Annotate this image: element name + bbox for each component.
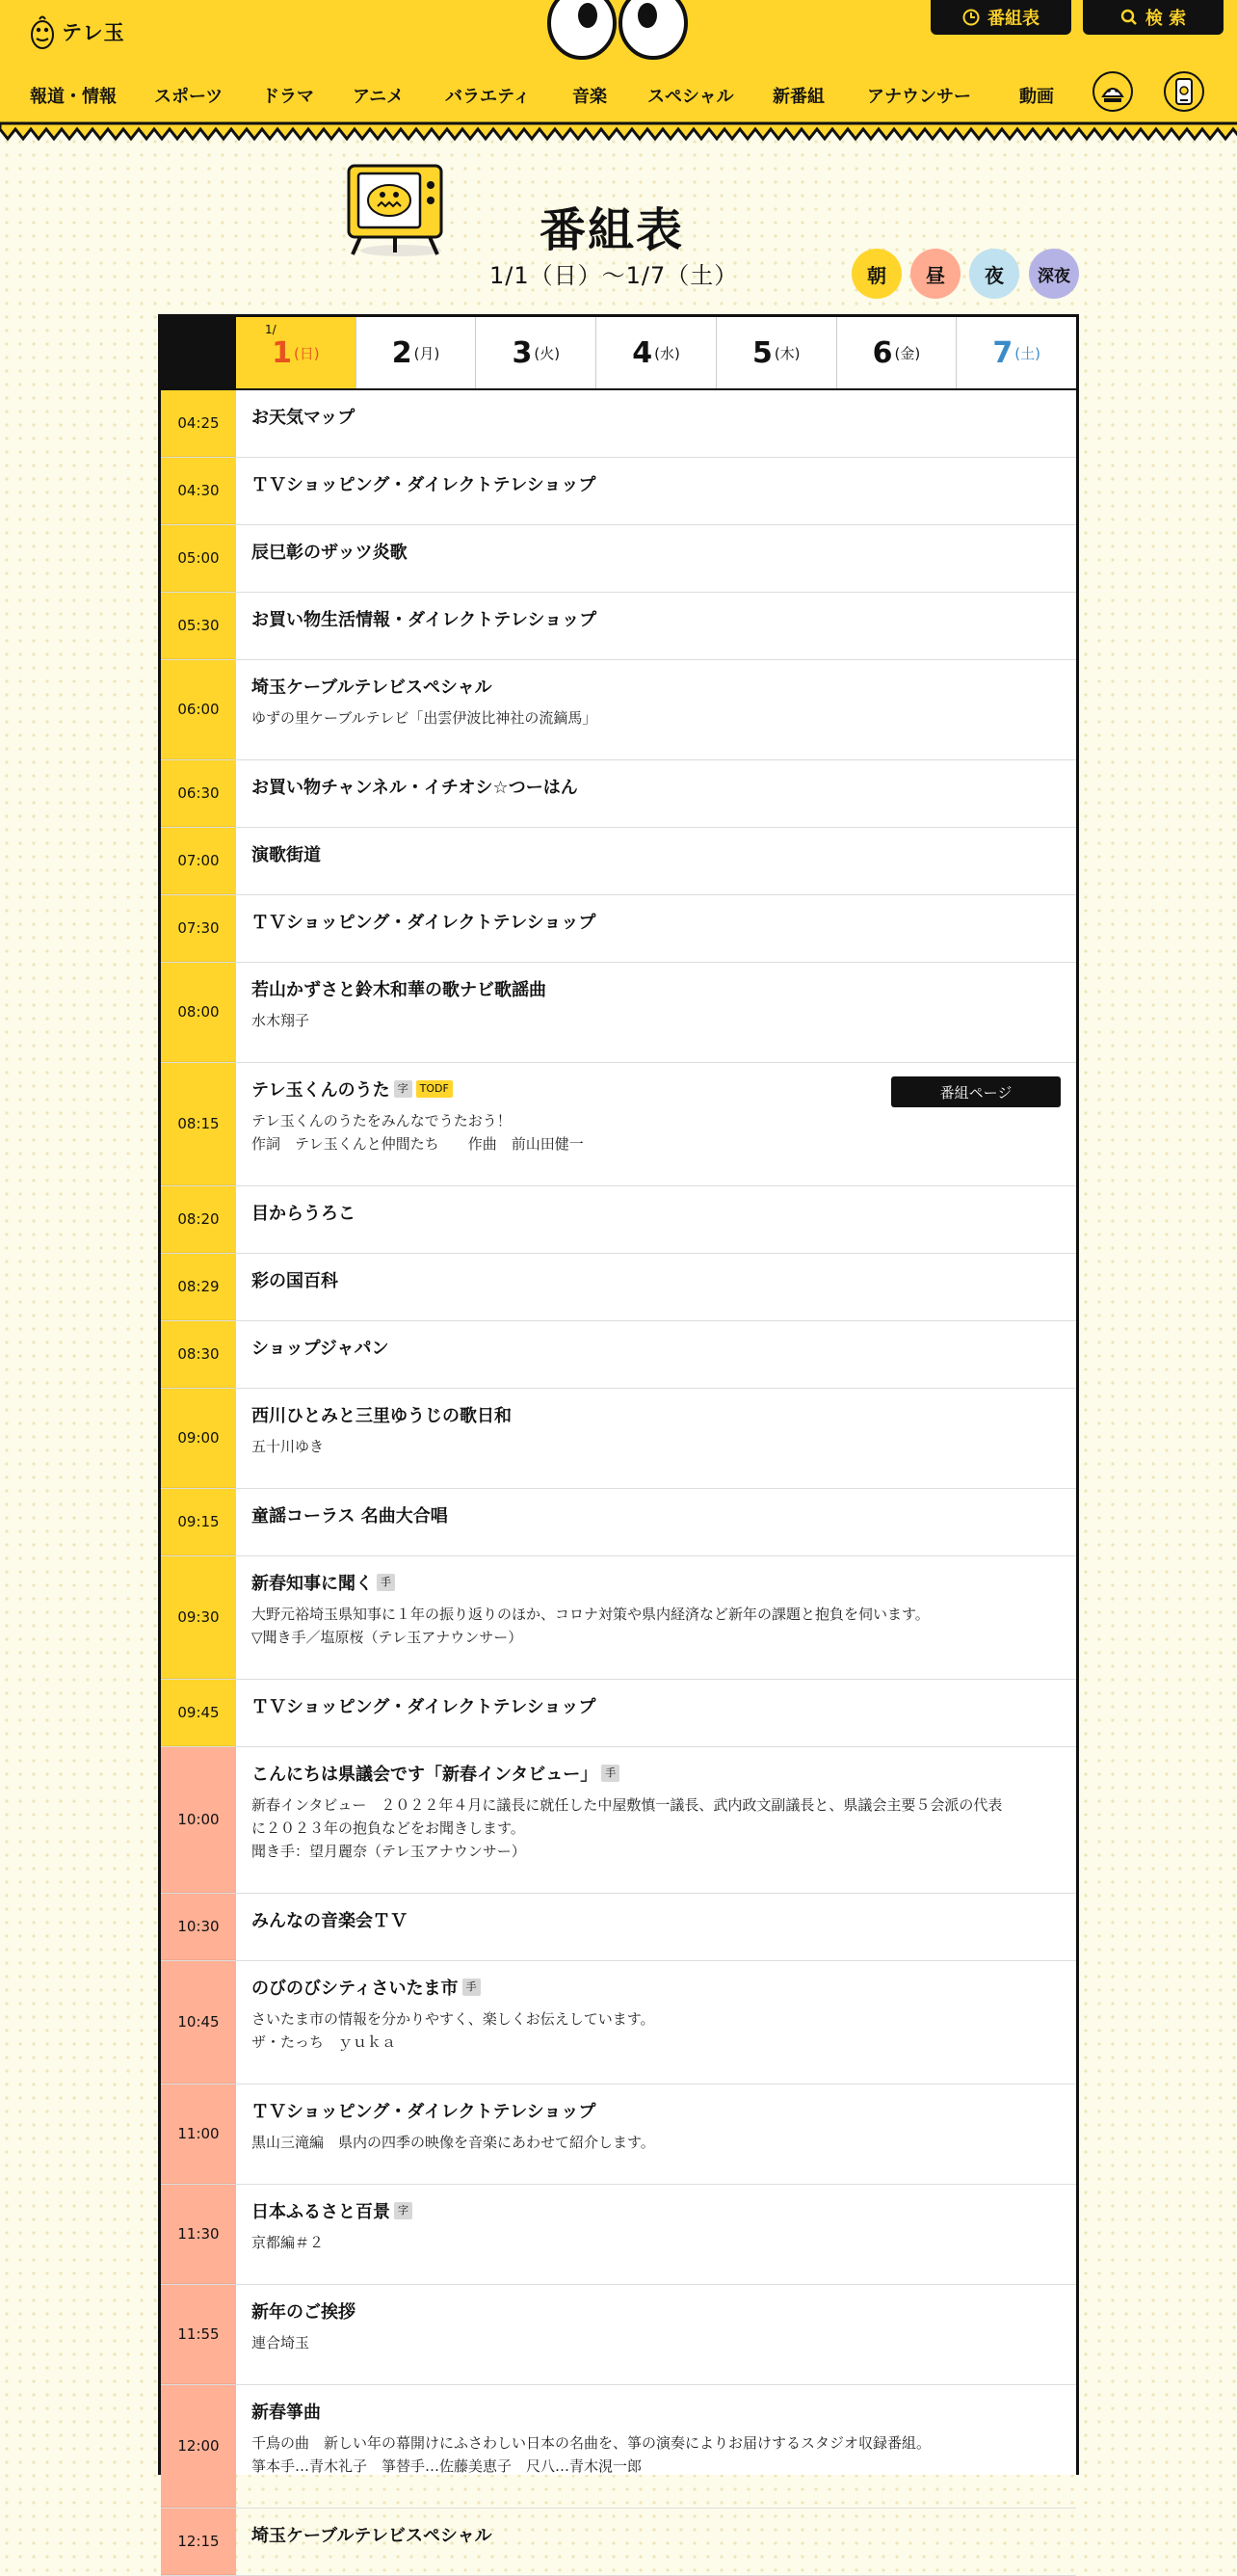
nav-news[interactable]: 報道・情報 bbox=[30, 87, 117, 107]
program-time: 06:30 bbox=[161, 760, 236, 827]
todf-badge: TODF bbox=[416, 1080, 453, 1098]
program-description bbox=[251, 1603, 1061, 1649]
program-entry[interactable] bbox=[236, 895, 1076, 962]
program-row bbox=[161, 1254, 1076, 1321]
nav-sports[interactable]: スポーツ bbox=[154, 87, 224, 107]
program-list bbox=[161, 390, 1076, 2576]
tod-morning-button[interactable]: 朝 bbox=[852, 249, 902, 299]
program-title-line bbox=[251, 1404, 1061, 1425]
program-title: テレ玉くんのうた bbox=[251, 1080, 390, 1101]
program-title: 童謡コーラス 名曲大合唱 bbox=[251, 1506, 448, 1527]
program-row bbox=[161, 760, 1076, 828]
program-title: 新春箏曲 bbox=[251, 2403, 321, 2423]
program-title-line bbox=[251, 2100, 1061, 2121]
program-title-line bbox=[251, 843, 1061, 864]
program-time: 12:15 bbox=[161, 2509, 236, 2575]
nav-video[interactable]: 動画 bbox=[1019, 87, 1054, 107]
program-entry[interactable] bbox=[236, 760, 1076, 827]
header-zigzag-edge bbox=[0, 123, 1237, 145]
day-tab[interactable] bbox=[595, 317, 716, 388]
schedule-button-label: 番組表 bbox=[987, 9, 1040, 29]
program-description-line: 作詞 テレ玉くんと仲間たち 作曲 前山田健一 bbox=[251, 1135, 584, 1153]
program-row bbox=[161, 963, 1076, 1063]
program-row bbox=[161, 1489, 1076, 1556]
program-time: 07:30 bbox=[161, 895, 236, 962]
program-row bbox=[161, 390, 1076, 458]
day-tab-weekday: (日) bbox=[293, 344, 320, 362]
program-row bbox=[161, 1063, 1076, 1186]
program-entry[interactable] bbox=[236, 660, 1076, 759]
program-title: ショップジャパン bbox=[251, 1339, 389, 1359]
day-tab-month: 1/ bbox=[265, 323, 276, 336]
mascot-eyes-icon bbox=[545, 0, 690, 60]
program-time: 12:00 bbox=[161, 2385, 236, 2508]
tod-latenight-button[interactable]: 深夜 bbox=[1029, 249, 1079, 299]
program-title-line bbox=[251, 2300, 1061, 2322]
day-tab[interactable] bbox=[716, 317, 836, 388]
program-row bbox=[161, 1680, 1076, 1747]
day-tab[interactable] bbox=[475, 317, 595, 388]
program-title-line bbox=[251, 1977, 1061, 1998]
site-header bbox=[0, 0, 1237, 129]
program-entry[interactable] bbox=[236, 1321, 1076, 1388]
nav-special[interactable]: スペシャル bbox=[647, 87, 734, 107]
program-time: 08:20 bbox=[161, 1186, 236, 1253]
day-tab-weekday: (水) bbox=[654, 344, 680, 362]
day-tab-number: 1 bbox=[272, 335, 292, 370]
program-time: 09:30 bbox=[161, 1556, 236, 1679]
program-description bbox=[251, 1009, 1061, 1032]
telemaru-character-icon[interactable] bbox=[1091, 67, 1135, 116]
program-title: のびのびシティさいたま市 bbox=[251, 1978, 459, 1999]
program-entry[interactable] bbox=[236, 1961, 1076, 2084]
program-description-line: ▽聞き手／塩原桜（テレ玉アナウンサー） bbox=[251, 1629, 523, 1646]
program-row bbox=[161, 2509, 1076, 2576]
program-entry[interactable] bbox=[236, 1063, 1076, 1185]
program-time: 11:55 bbox=[161, 2285, 236, 2384]
program-entry[interactable] bbox=[236, 1389, 1076, 1488]
program-description-line: 連合埼玉 bbox=[251, 2334, 310, 2351]
program-title: こんにちは県議会です「新春インタビュー」 bbox=[251, 1765, 598, 1785]
program-description-line: 五十川ゆき bbox=[251, 1438, 325, 1455]
program-description-line: 京都編＃２ bbox=[251, 2234, 325, 2251]
program-title-line bbox=[251, 541, 1061, 562]
schedule-button[interactable] bbox=[931, 0, 1071, 35]
program-description bbox=[251, 706, 1061, 730]
program-row bbox=[161, 1747, 1076, 1894]
program-title: 演歌街道 bbox=[251, 845, 321, 865]
caption-badge: 手 bbox=[377, 1574, 395, 1591]
program-time: 08:15 bbox=[161, 1063, 236, 1185]
program-description-line: 聞き手：望月麗奈（テレ玉アナウンサー） bbox=[251, 1843, 526, 1860]
program-title-line bbox=[251, 1909, 1061, 1930]
program-title: 新春知事に聞く bbox=[251, 1574, 373, 1594]
program-row bbox=[161, 2385, 1076, 2509]
page-title: 番組表 bbox=[540, 203, 685, 257]
program-entry[interactable] bbox=[236, 1747, 1076, 1893]
program-entry[interactable] bbox=[236, 2285, 1076, 2384]
program-row bbox=[161, 1556, 1076, 1680]
caption-badge: 手 bbox=[462, 1978, 481, 1996]
program-description-line: 大野元裕埼玉県知事に１年の振り返りのほか、コロナ対策や県内経済など新年の課題と抱負を伺います。 bbox=[251, 1606, 930, 1623]
program-time: 11:00 bbox=[161, 2085, 236, 2184]
program-description-line: ザ・たっち ｙｕｋａ bbox=[251, 2033, 397, 2051]
program-title: 目からうろこ bbox=[251, 1204, 355, 1224]
program-description-line: 箏本手…青木礼子 箏替手…佐藤美恵子 尺八…青木涀一郎 bbox=[251, 2457, 643, 2475]
program-time: 08:29 bbox=[161, 1254, 236, 1320]
program-row bbox=[161, 1186, 1076, 1254]
program-description-line: テレ玉くんのうたをみんなでうたおう！ bbox=[251, 1112, 512, 1129]
day-tab-weekday: (金) bbox=[894, 344, 921, 362]
program-description bbox=[251, 2231, 1061, 2254]
program-time: 04:30 bbox=[161, 458, 236, 524]
program-entry[interactable] bbox=[236, 1894, 1076, 1960]
program-time: 05:30 bbox=[161, 593, 236, 659]
program-description bbox=[251, 1793, 1061, 1863]
program-title: お天気マップ bbox=[251, 408, 355, 428]
program-title-line bbox=[251, 1202, 1061, 1223]
program-title-line bbox=[251, 2524, 1061, 2545]
program-entry[interactable] bbox=[236, 2085, 1076, 2184]
program-title-line bbox=[251, 1504, 1061, 1526]
program-description bbox=[251, 2131, 1061, 2154]
nav-anime[interactable]: アニメ bbox=[353, 87, 405, 107]
program-description-line: に２０２３年の抱負などをお聞きします。 bbox=[251, 1819, 525, 1837]
program-time: 10:45 bbox=[161, 1961, 236, 2084]
program-title-line bbox=[251, 776, 1061, 797]
program-title: 日本ふるさと百景 bbox=[251, 2202, 390, 2222]
program-time: 10:30 bbox=[161, 1894, 236, 1960]
program-entry[interactable] bbox=[236, 1254, 1076, 1320]
program-row bbox=[161, 895, 1076, 963]
program-row bbox=[161, 1961, 1076, 2085]
program-title-line bbox=[251, 1269, 1061, 1290]
program-page-button[interactable]: 番組ページ bbox=[891, 1076, 1061, 1107]
nav-drama[interactable]: ドラマ bbox=[262, 87, 314, 107]
program-title-line bbox=[251, 473, 1061, 494]
day-tab-weekday: (月) bbox=[413, 344, 440, 362]
program-description-line: 新春インタビュー ２０２２年４月に議長に就任した中屋敷慎一議長、武内政文副議長と、県議会主要５会派の代表 bbox=[251, 1796, 1003, 1814]
program-entry[interactable] bbox=[236, 2509, 1076, 2575]
program-entry[interactable] bbox=[236, 390, 1076, 457]
program-description bbox=[251, 1109, 1061, 1155]
program-row bbox=[161, 458, 1076, 525]
program-row bbox=[161, 1321, 1076, 1389]
program-title: 彩の国百科 bbox=[251, 1271, 338, 1291]
program-time: 10:00 bbox=[161, 1747, 236, 1893]
program-description bbox=[251, 2331, 1061, 2354]
program-row bbox=[161, 2185, 1076, 2285]
day-tab[interactable] bbox=[236, 317, 355, 388]
program-title-line bbox=[251, 1695, 1061, 1716]
program-row bbox=[161, 660, 1076, 760]
program-title-line bbox=[251, 978, 1061, 999]
program-time: 07:00 bbox=[161, 828, 236, 894]
program-title-line bbox=[251, 2401, 1061, 2422]
search-button-label: 検 索 bbox=[1145, 9, 1187, 29]
day-tab[interactable] bbox=[836, 317, 957, 388]
program-time: 11:30 bbox=[161, 2185, 236, 2284]
program-row bbox=[161, 525, 1076, 593]
caption-badge: 字 bbox=[394, 2202, 412, 2219]
program-time: 08:00 bbox=[161, 963, 236, 1062]
program-time: 06:00 bbox=[161, 660, 236, 759]
program-title: ＴＶショッピング・ダイレクトテレショップ bbox=[251, 475, 596, 495]
program-time: 08:30 bbox=[161, 1321, 236, 1388]
app-phone-icon[interactable] bbox=[1162, 67, 1206, 116]
program-title: 辰巳彰のザッツ炎歌 bbox=[251, 543, 408, 563]
program-title-line bbox=[251, 2200, 1061, 2221]
program-row bbox=[161, 593, 1076, 660]
program-entry[interactable] bbox=[236, 828, 1076, 894]
program-description-line: 千鳥の曲 新しい年の幕開けにふさわしい日本の名曲を、箏の演奏によりお届けするスタジオ収録番組。 bbox=[251, 2434, 932, 2452]
program-title: みんなの音楽会ＴＶ bbox=[251, 1911, 408, 1931]
day-tab-weekday: (火) bbox=[534, 344, 561, 362]
program-title-line bbox=[251, 1337, 1061, 1358]
program-title-line bbox=[251, 911, 1061, 932]
day-tab-number: 6 bbox=[872, 335, 893, 370]
program-time: 05:00 bbox=[161, 525, 236, 592]
program-entry[interactable] bbox=[236, 1489, 1076, 1555]
program-title-line bbox=[251, 406, 1061, 427]
day-tab[interactable] bbox=[956, 317, 1076, 388]
program-title: お買い物生活情報・ダイレクトテレショップ bbox=[251, 610, 597, 630]
day-tab-number: 5 bbox=[751, 335, 773, 370]
program-row bbox=[161, 1389, 1076, 1489]
program-time: 09:15 bbox=[161, 1489, 236, 1555]
program-row bbox=[161, 2085, 1076, 2185]
program-title: お買い物チャンネル・イチオシ☆つーはん bbox=[251, 778, 578, 798]
day-tab-weekday: (木) bbox=[774, 344, 801, 362]
logo[interactable] bbox=[29, 13, 125, 50]
program-description-line: 水木翔子 bbox=[251, 1012, 310, 1029]
program-title-line bbox=[251, 676, 1061, 697]
nav-music[interactable]: 音楽 bbox=[572, 87, 607, 107]
program-entry[interactable] bbox=[236, 593, 1076, 659]
program-description-line: 黒山三滝編 県内の四季の映像を音楽にあわせて紹介します。 bbox=[251, 2134, 655, 2151]
mascot-logo-icon bbox=[29, 13, 56, 50]
program-schedule bbox=[158, 314, 1079, 2550]
program-title: ＴＶショッピング・ダイレクトテレショップ bbox=[251, 1697, 596, 1717]
program-title-line bbox=[251, 1572, 1061, 1593]
program-entry[interactable] bbox=[236, 963, 1076, 1062]
nav-variety[interactable]: バラエティ bbox=[445, 87, 531, 107]
program-title: 若山かずさと鈴木和華の歌ナビ歌謡曲 bbox=[251, 980, 546, 1000]
program-entry[interactable] bbox=[236, 2385, 1076, 2508]
day-tab-number: 3 bbox=[512, 335, 533, 370]
program-description bbox=[251, 2431, 1061, 2478]
program-entry[interactable] bbox=[236, 1556, 1076, 1679]
program-title-line bbox=[251, 608, 1061, 629]
tod-noon-button[interactable]: 昼 bbox=[910, 249, 961, 299]
day-tab[interactable] bbox=[355, 317, 476, 388]
program-title: 埼玉ケーブルテレビスペシャル bbox=[251, 677, 492, 698]
tod-night-button[interactable]: 夜 bbox=[969, 249, 1019, 299]
program-entry[interactable] bbox=[236, 2185, 1076, 2284]
search-button[interactable] bbox=[1083, 0, 1224, 35]
program-row bbox=[161, 1894, 1076, 1961]
day-tab-weekday: (土) bbox=[1014, 344, 1040, 362]
program-title: 新年のご挨拶 bbox=[251, 2302, 355, 2323]
tv-mascot-icon bbox=[339, 162, 455, 258]
search-icon bbox=[1120, 9, 1138, 26]
program-title: 埼玉ケーブルテレビスペシャル bbox=[251, 2526, 492, 2546]
program-title: ＴＶショッピング・ダイレクトテレショップ bbox=[251, 913, 596, 933]
program-row bbox=[161, 828, 1076, 895]
nav-announcer[interactable]: アナウンサー bbox=[867, 87, 971, 107]
program-entry[interactable] bbox=[236, 525, 1076, 592]
program-entry[interactable] bbox=[236, 458, 1076, 524]
program-description-line: ゆずの里ケーブルテレビ「出雲伊波比神社の流鏑馬」 bbox=[251, 709, 597, 727]
day-tab-number: 4 bbox=[632, 335, 653, 370]
program-title-line bbox=[251, 1763, 1061, 1784]
program-time: 09:45 bbox=[161, 1680, 236, 1746]
program-description-line: さいたま市の情報を分かりやすく、楽しくお伝えしています。 bbox=[251, 2010, 655, 2028]
nav-new[interactable]: 新番組 bbox=[773, 87, 825, 107]
program-row bbox=[161, 2285, 1076, 2385]
program-time: 04:25 bbox=[161, 390, 236, 457]
caption-badge: 字 bbox=[394, 1080, 412, 1098]
program-entry[interactable] bbox=[236, 1186, 1076, 1253]
program-title: ＴＶショッピング・ダイレクトテレショップ bbox=[251, 2102, 596, 2122]
program-description bbox=[251, 2007, 1061, 2054]
program-time: 09:00 bbox=[161, 1389, 236, 1488]
clock-icon bbox=[962, 9, 980, 26]
day-tabs bbox=[161, 317, 1076, 390]
program-title: 西川ひとみと三里ゆうじの歌日和 bbox=[251, 1406, 512, 1426]
program-entry[interactable] bbox=[236, 1680, 1076, 1746]
caption-badge: 手 bbox=[601, 1765, 619, 1782]
logo-text: テレ玉 bbox=[62, 21, 125, 44]
day-tab-number: 7 bbox=[992, 335, 1013, 370]
day-tabs-corner bbox=[161, 317, 236, 388]
program-description bbox=[251, 1435, 1061, 1458]
date-range: 1/1（日）〜1/7（土） bbox=[489, 262, 739, 289]
day-tab-number: 2 bbox=[391, 335, 412, 370]
